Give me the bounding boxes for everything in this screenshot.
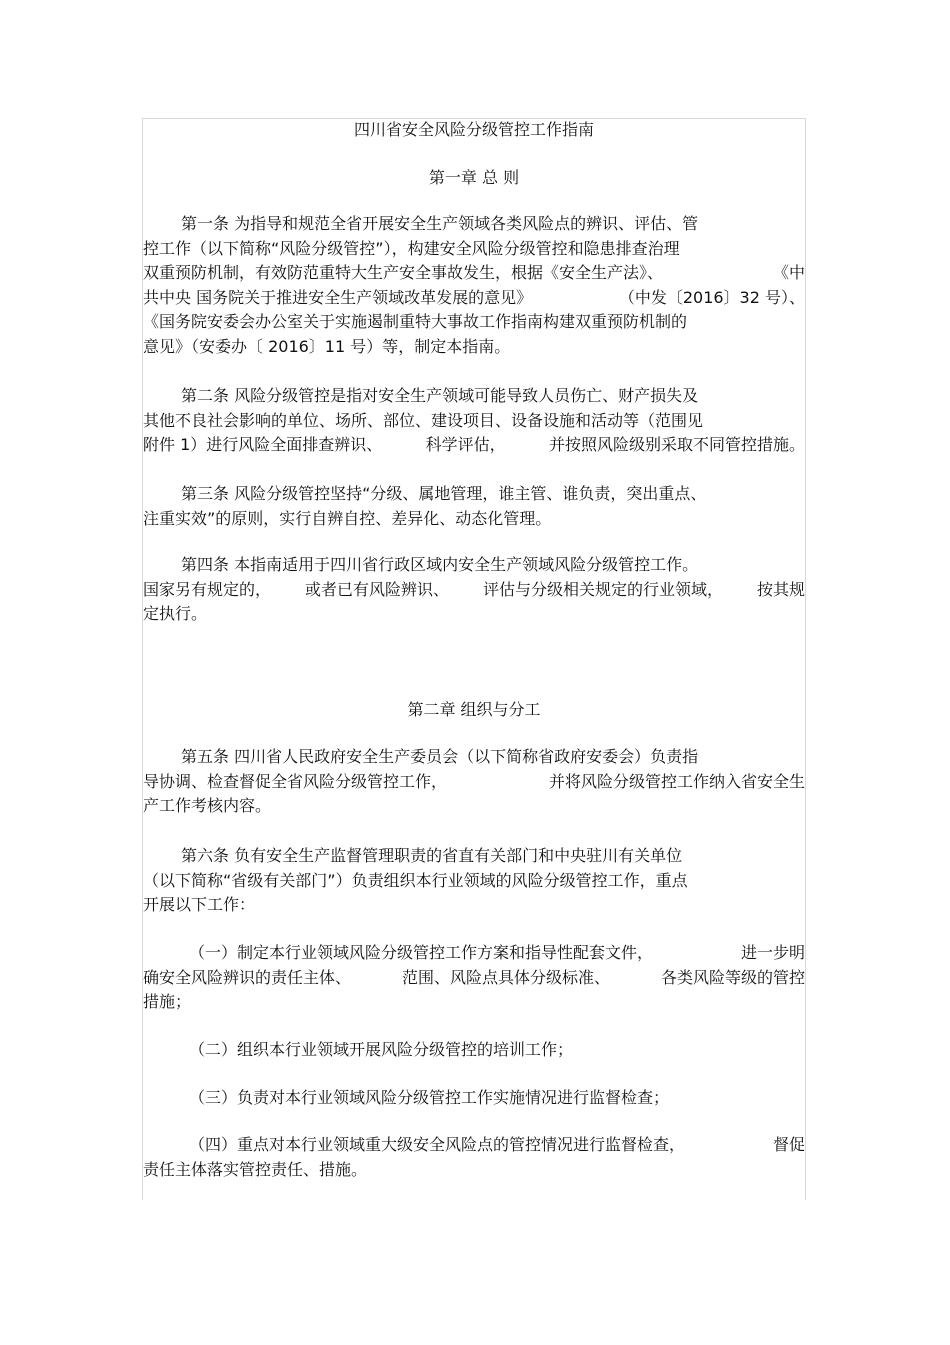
- text-segment: 双重预防机制，有效防范重特大生产安全事故发生，根据《安全生产法》、: [143, 263, 664, 282]
- text-segment: 国家另有规定的，: [143, 579, 272, 599]
- article1-line: [143, 337, 805, 357]
- article5-line: [143, 772, 805, 792]
- item1-line: [143, 943, 805, 963]
- text-segment: 责任主体落实管控责任、措施。: [143, 1159, 368, 1179]
- text-segment: 措施；: [143, 992, 192, 1011]
- text-segment: 控工作（以下简称“风险分级管控”），构建安全风险分级管控和隐患排查治理: [143, 238, 680, 258]
- article4-line: [143, 580, 805, 600]
- item4-line: [143, 1135, 805, 1155]
- chapter-heading: 第二章 组织与分工: [407, 700, 541, 719]
- text-segment: 《国务院安委会办公室关于实施遏制重特大事故工作指南构建双重预防机制的: [143, 312, 688, 331]
- text-segment: 《中: [772, 263, 805, 282]
- text-segment: 第一条 为指导和规范全省开展安全生产领域各类风险点的辨识、评估、管: [181, 214, 699, 233]
- article2-line: [143, 411, 805, 431]
- text-segment: （以下简称“省级有关部门”）负责组织本行业领域的风险分级管控工作，重点: [143, 870, 688, 890]
- article3-line: [143, 484, 805, 504]
- text-segment: （中发〔2016〕32 号）、: [618, 287, 805, 307]
- text-segment: 其他不良社会影响的单位、场所、部位、建设项目、设备设施和活动等（范围见: [143, 410, 704, 430]
- article1-line: [143, 214, 805, 234]
- article1-line: [143, 288, 805, 308]
- text-segment: 开展以下工作：: [143, 895, 256, 914]
- text-segment: 按其规: [756, 579, 805, 599]
- text-segment: 注重实效”的原则，实行自辨自控、差异化、动态化管理。: [143, 508, 552, 528]
- item4-line: [143, 1160, 805, 1180]
- item1-line: [143, 968, 805, 988]
- text-segment: 确安全风险辨识的责任主体、: [143, 967, 352, 987]
- text-segment: 各类风险等级的管控: [660, 967, 805, 987]
- text-segment: 产工作考核内容。: [143, 796, 272, 815]
- text-segment: （一）制定本行业领域风险分级管控工作方案和指导性配套文件，: [189, 943, 654, 962]
- text-segment: 评估与分级相关规定的行业领域，: [482, 579, 723, 599]
- item2-line: [143, 1040, 805, 1060]
- text-segment: （三）负责对本行业领域风险分级管控工作实施情况进行监督检查；: [189, 1088, 670, 1107]
- text-segment: 附件 1）进行风险全面排查辨识、: [143, 435, 383, 454]
- article5-line: [143, 796, 805, 816]
- article1-line: [143, 239, 805, 259]
- article1-line: [143, 263, 805, 283]
- text-segment: 进一步明: [740, 943, 805, 962]
- text-segment: 定执行。: [143, 604, 208, 623]
- text-segment: 意见》（安委办〔 2016〕11 号）等，制定本指南。: [143, 336, 511, 356]
- chapter-heading: 第一章 总 则: [428, 168, 520, 187]
- article6-line: [143, 846, 805, 866]
- text-segment: 科学评估，: [425, 435, 506, 454]
- item3-line: [143, 1088, 805, 1108]
- article6-line: [143, 871, 805, 891]
- article4-line: [143, 604, 805, 624]
- item1-line: [143, 992, 805, 1012]
- text-segment: 第二条 风险分级管控是指对安全生产领域可能导致人员伤亡、财产损失及: [181, 386, 699, 405]
- text-segment: 督促: [772, 1135, 805, 1154]
- article5-line: [143, 747, 805, 767]
- text-segment: （二）组织本行业领域开展风险分级管控的培训工作；: [189, 1040, 574, 1059]
- article1-line: [143, 312, 805, 332]
- text-segment: （四）重点对本行业领域重大级安全风险点的管控情况进行监督检查，: [189, 1135, 686, 1154]
- article4-line: [143, 555, 805, 575]
- article3-line: [143, 509, 805, 529]
- text-segment: 第三条 风险分级管控坚持“分级、属地管理，谁主管、谁负责，突出重点、: [181, 484, 707, 503]
- text-segment: 第六条 负有安全生产监督管理职责的省直有关部门和中央驻川有关单位: [181, 846, 683, 865]
- text-segment: 导协调、检查督促全省风险分级管控工作，: [143, 771, 448, 791]
- text-segment: 范围、风险点具体分级标准、: [401, 967, 610, 987]
- document-title: 四川省安全风险分级管控工作指南: [353, 120, 594, 139]
- text-segment: 第五条 四川省人民政府安全生产委员会（以下简称省政府安委会）负责指: [181, 747, 699, 766]
- text-segment: 并按照风险级别采取不同管控措施。: [548, 435, 805, 454]
- text-segment: 第四条 本指南适用于四川省行政区域内安全生产领域风险分级管控工作。: [181, 555, 699, 574]
- text-segment: 并将风险分级管控工作纳入省安全生: [548, 771, 805, 791]
- article2-line: [143, 386, 805, 406]
- article2-line: [143, 435, 805, 455]
- text-segment: 或者已有风险辨识、: [304, 579, 449, 599]
- article6-line: [143, 895, 805, 915]
- text-segment: 共中央 国务院关于推进安全生产领域改革发展的意见》: [143, 287, 533, 307]
